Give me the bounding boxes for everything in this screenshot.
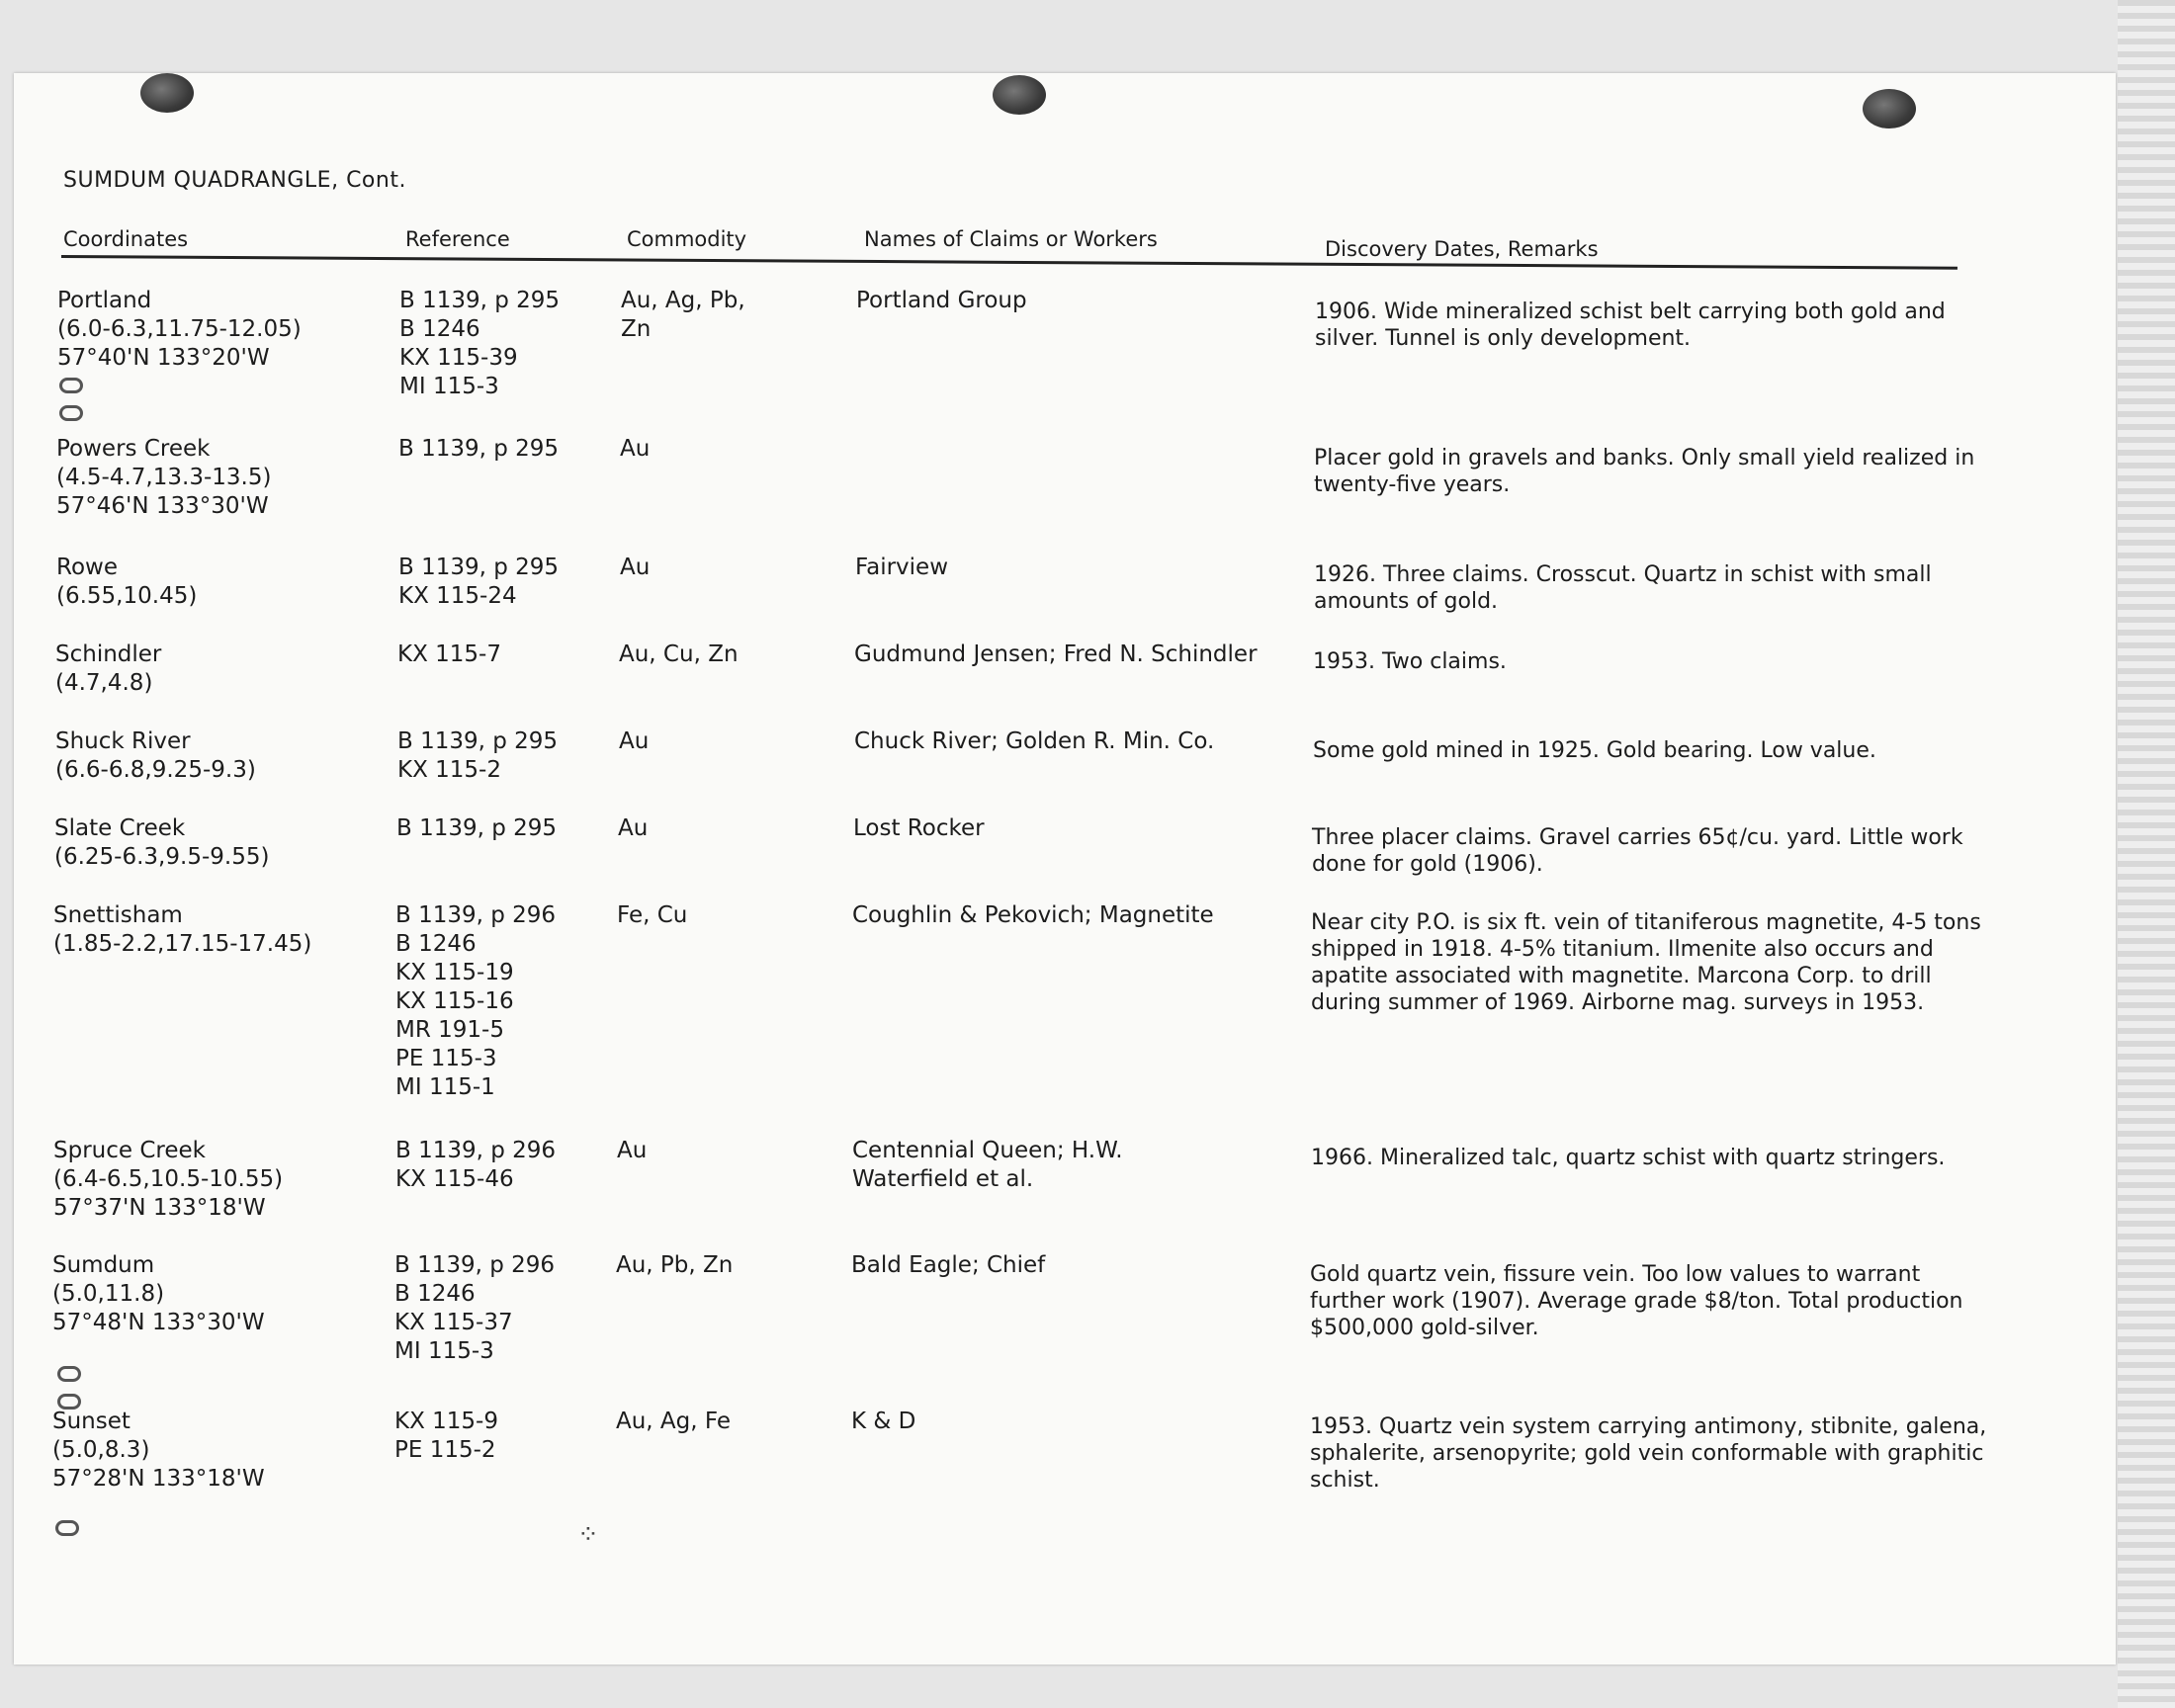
row-coordinates-line: (6.4-6.5,10.5-10.55) bbox=[53, 1166, 284, 1192]
row-coordinates-line: (5.0,11.8) bbox=[52, 1281, 165, 1307]
row-coordinates-line: (5.0,8.3) bbox=[52, 1437, 150, 1463]
row-reference-line: MI 115-3 bbox=[394, 1338, 494, 1364]
margin-mark bbox=[59, 378, 83, 393]
row-claim-names bbox=[852, 901, 1214, 930]
row-claim-names-line: Chuck River; Golden R. Min. Co. bbox=[854, 728, 1215, 754]
row-coordinates bbox=[52, 1251, 265, 1337]
header-commodity: Commodity bbox=[627, 227, 747, 251]
header-reference: Reference bbox=[405, 227, 510, 251]
row-commodity-line: Au bbox=[617, 1138, 648, 1163]
row-remarks: 1953. Two claims. bbox=[1313, 649, 1507, 674]
row-coordinates-line: (6.6-6.8,9.25-9.3) bbox=[55, 757, 256, 783]
row-reference-line: KX 115-9 bbox=[394, 1409, 498, 1434]
row-claim-names-line: Coughlin & Pekovich; Magnetite bbox=[852, 902, 1214, 928]
row-remarks: 1966. Mineralized talc, quartz schist with quartz stringers. bbox=[1311, 1146, 1946, 1170]
ink-smudge: ⁘ bbox=[577, 1520, 599, 1550]
row-reference bbox=[396, 814, 557, 843]
row-commodity bbox=[620, 554, 650, 582]
row-coordinates-line: Sumdum bbox=[52, 1252, 155, 1278]
row-commodity-line: Au bbox=[620, 555, 651, 580]
row-reference-line: KX 115-2 bbox=[397, 757, 501, 783]
row-claim-names-line: K & D bbox=[851, 1409, 916, 1434]
row-reference bbox=[395, 1137, 556, 1194]
row-remarks: 1953. Quartz vein system carrying antimony, stibnite, galena, sphalerite, arsenopyrite; gold vein conformable with graphitic schist. bbox=[1310, 1414, 1987, 1493]
page-title: SUMDUM QUADRANGLE, Cont. bbox=[63, 168, 406, 193]
row-commodity bbox=[617, 1137, 647, 1165]
row-claim-names bbox=[851, 1251, 1045, 1280]
row-reference-line: KX 115-24 bbox=[398, 583, 517, 609]
row-reference-line: MR 191-5 bbox=[395, 1017, 504, 1043]
row-reference-line: B 1139, p 295 bbox=[399, 288, 561, 313]
row-claim-names bbox=[851, 1408, 915, 1436]
row-claim-names bbox=[855, 554, 948, 582]
row-commodity-line: Zn bbox=[621, 316, 652, 342]
row-coordinates-line: Rowe bbox=[56, 555, 118, 580]
row-commodity bbox=[619, 727, 649, 756]
row-reference-line: B 1139, p 296 bbox=[395, 902, 557, 928]
row-commodity bbox=[620, 435, 650, 464]
row-coordinates-line: 57°37'N 133°18'W bbox=[53, 1195, 266, 1221]
row-coordinates-line: Slate Creek bbox=[54, 815, 186, 841]
row-remarks: Gold quartz vein, fissure vein. Too low values to warrant further work (1907). Average grade $8/ton. Total production $500,000 gold-silver. bbox=[1310, 1262, 1963, 1340]
row-coordinates-line: (6.55,10.45) bbox=[56, 583, 198, 609]
row-claim-names bbox=[853, 814, 985, 843]
row-remarks: Some gold mined in 1925. Gold bearing. Low value. bbox=[1313, 738, 1876, 763]
row-commodity bbox=[619, 640, 739, 669]
header-remarks: Discovery Dates, Remarks bbox=[1325, 237, 1599, 261]
row-claim-names-line: Lost Rocker bbox=[853, 815, 985, 841]
row-coordinates bbox=[52, 1408, 265, 1494]
row-claim-names-line: Waterfield et al. bbox=[852, 1166, 1034, 1192]
row-reference-line: PE 115-3 bbox=[395, 1046, 497, 1071]
row-reference-line: KX 115-7 bbox=[397, 641, 501, 667]
row-claim-names-line: Gudmund Jensen; Fred N. Schindler bbox=[854, 641, 1258, 667]
row-commodity-line: Au bbox=[619, 728, 650, 754]
row-reference bbox=[399, 287, 560, 401]
row-reference bbox=[398, 554, 559, 611]
row-reference-line: KX 115-39 bbox=[399, 345, 518, 371]
row-reference-line: KX 115-46 bbox=[395, 1166, 514, 1192]
row-commodity bbox=[621, 287, 745, 344]
row-coordinates bbox=[56, 435, 271, 521]
row-coordinates-line: Portland bbox=[57, 288, 152, 313]
row-remarks: 1926. Three claims. Crosscut. Quartz in schist with small amounts of gold. bbox=[1314, 562, 1932, 614]
row-claim-names-line: Portland Group bbox=[856, 288, 1027, 313]
row-reference bbox=[394, 1251, 555, 1366]
row-claim-names bbox=[854, 640, 1258, 669]
row-reference bbox=[398, 435, 559, 464]
row-coordinates bbox=[55, 727, 256, 785]
row-commodity bbox=[618, 814, 648, 843]
row-commodity bbox=[616, 1408, 731, 1436]
row-reference-line: B 1139, p 295 bbox=[398, 436, 560, 462]
row-coordinates bbox=[53, 901, 311, 959]
row-reference-line: B 1139, p 296 bbox=[394, 1252, 556, 1278]
row-coordinates-line: (6.0-6.3,11.75-12.05) bbox=[57, 316, 302, 342]
row-coordinates bbox=[53, 1137, 283, 1223]
row-commodity-line: Fe, Cu bbox=[617, 902, 688, 928]
row-coordinates-line: Schindler bbox=[55, 641, 162, 667]
row-commodity-line: Au, Ag, Pb, bbox=[621, 288, 745, 313]
row-remarks: Three placer claims. Gravel carries 65¢/cu. yard. Little work done for gold (1906). bbox=[1312, 825, 1963, 877]
row-commodity bbox=[616, 1251, 733, 1280]
row-coordinates-line: (4.7,4.8) bbox=[55, 670, 153, 696]
margin-mark bbox=[59, 405, 83, 421]
row-reference-line: KX 115-16 bbox=[395, 988, 514, 1014]
punch-hole-right bbox=[1863, 89, 1916, 128]
row-commodity bbox=[617, 901, 687, 930]
row-claim-names-line: Bald Eagle; Chief bbox=[851, 1252, 1046, 1278]
row-coordinates-line: Snettisham bbox=[53, 902, 183, 928]
row-remarks: Placer gold in gravels and banks. Only small yield realized in twenty-five years. bbox=[1314, 446, 1975, 497]
row-remarks: 1906. Wide mineralized schist belt carrying both gold and silver. Tunnel is only development. bbox=[1315, 299, 1946, 351]
row-claim-names bbox=[856, 287, 1027, 315]
row-commodity-line: Au bbox=[618, 815, 649, 841]
row-reference-line: PE 115-2 bbox=[394, 1437, 496, 1463]
header-coordinates: Coordinates bbox=[63, 227, 189, 251]
row-coordinates-line: 57°40'N 133°20'W bbox=[57, 345, 270, 371]
row-reference-line: MI 115-1 bbox=[395, 1074, 495, 1100]
row-reference bbox=[397, 727, 558, 785]
row-commodity-line: Au, Ag, Fe bbox=[616, 1409, 732, 1434]
row-coordinates bbox=[57, 287, 302, 373]
row-reference-line: B 1246 bbox=[394, 1281, 476, 1307]
row-coordinates-line: Spruce Creek bbox=[53, 1138, 206, 1163]
row-reference-line: B 1246 bbox=[395, 931, 477, 957]
row-reference-line: KX 115-19 bbox=[395, 960, 514, 985]
row-commodity-line: Au bbox=[620, 436, 651, 462]
row-reference-line: B 1139, p 296 bbox=[395, 1138, 557, 1163]
punch-hole-center bbox=[993, 75, 1046, 115]
row-reference-line: B 1139, p 295 bbox=[396, 815, 558, 841]
row-coordinates-line: 57°46'N 133°30'W bbox=[56, 493, 269, 519]
row-reference bbox=[395, 901, 556, 1102]
row-remarks: Near city P.O. is six ft. vein of titaniferous magnetite, 4-5 tons shipped in 1918. 4-5% titanium. Ilmenite also occurs and apatite associated with magnetite. Marcona Corp. to drill during summer of 1969. Airborne mag. surveys in 1953. bbox=[1311, 910, 1981, 1015]
scanner-edge-stripes bbox=[2118, 0, 2175, 1708]
row-coordinates-line: (4.5-4.7,13.3-13.5) bbox=[56, 465, 272, 490]
header-names: Names of Claims or Workers bbox=[864, 227, 1158, 251]
row-reference-line: B 1139, p 295 bbox=[397, 728, 559, 754]
punch-hole-left bbox=[140, 73, 194, 113]
row-reference bbox=[397, 640, 501, 669]
row-coordinates-line: (1.85-2.2,17.15-17.45) bbox=[53, 931, 312, 957]
row-claim-names bbox=[852, 1137, 1123, 1194]
row-coordinates-line: Sunset bbox=[52, 1409, 130, 1434]
row-claim-names-line: Fairview bbox=[855, 555, 949, 580]
row-reference-line: B 1139, p 295 bbox=[398, 555, 560, 580]
row-coordinates bbox=[55, 640, 161, 698]
margin-mark bbox=[57, 1366, 81, 1382]
row-claim-names bbox=[854, 727, 1214, 756]
row-coordinates-line: (6.25-6.3,9.5-9.55) bbox=[54, 844, 270, 870]
margin-mark bbox=[55, 1520, 79, 1536]
row-commodity-line: Au, Cu, Zn bbox=[619, 641, 739, 667]
row-coordinates-line: Shuck River bbox=[55, 728, 191, 754]
row-reference-line: B 1246 bbox=[399, 316, 480, 342]
row-reference-line: KX 115-37 bbox=[394, 1310, 513, 1335]
row-coordinates-line: 57°28'N 133°18'W bbox=[52, 1466, 265, 1492]
row-commodity-line: Au, Pb, Zn bbox=[616, 1252, 734, 1278]
row-reference bbox=[394, 1408, 498, 1465]
row-coordinates-line: Powers Creek bbox=[56, 436, 211, 462]
row-claim-names-line: Centennial Queen; H.W. bbox=[852, 1138, 1123, 1163]
row-coordinates bbox=[54, 814, 269, 872]
row-reference-line: MI 115-3 bbox=[399, 374, 499, 399]
row-coordinates-line: 57°48'N 133°30'W bbox=[52, 1310, 265, 1335]
row-coordinates bbox=[56, 554, 197, 611]
